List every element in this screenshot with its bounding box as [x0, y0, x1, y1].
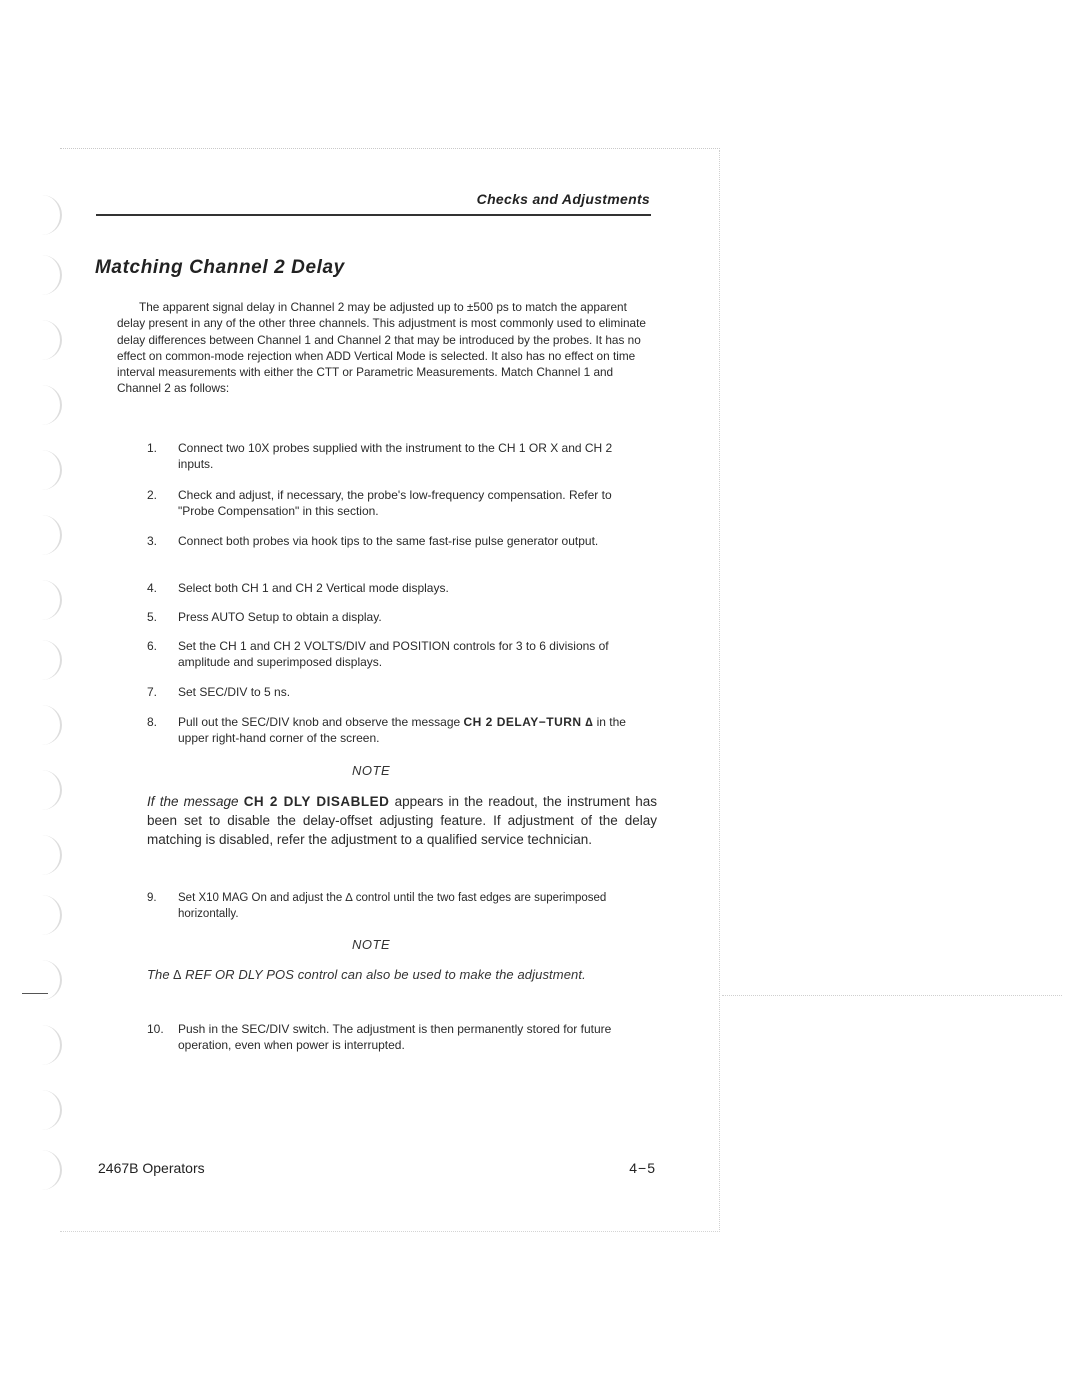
scan-edge-top: [60, 148, 720, 149]
binder-hole: [34, 835, 62, 875]
binder-hole: [34, 705, 62, 745]
step-text: Select both CH 1 and CH 2 Vertical mode displays.: [178, 581, 449, 595]
step-number: 3.: [147, 534, 158, 548]
screen-message: CH 2 DELAY−TURN ∆: [463, 715, 594, 729]
step-text: Press AUTO Setup to obtain a display.: [178, 610, 382, 624]
binder-hole: [34, 255, 62, 295]
step-text: Set SEC/DIV to 5 ns.: [178, 685, 291, 699]
step-text: Push in the SEC/DIV switch. The adjustment is then permanently stored for future operation, even when power is interrupted.: [178, 1022, 612, 1052]
binder-hole: [34, 450, 62, 490]
note-label: NOTE: [352, 937, 391, 952]
step-number: 4.: [147, 581, 158, 595]
note-text: appears in the readout, the instrument has been set to disable the delay-offset adjusting feature. If adjustment of the delay matching is disabled, refer the adjustment to a qualified service technician.: [147, 794, 657, 847]
note-body: The ∆ REF OR DLY POS control can also be used to make the adjustment.: [147, 967, 586, 982]
note-text-italic: If the message: [147, 794, 239, 809]
step-number: 7.: [147, 685, 158, 699]
binder-hole: [34, 320, 62, 360]
footer-manual-name: 2467B Operators: [98, 1160, 205, 1176]
binder-hole: [34, 515, 62, 555]
step-text: Connect both probes via hook tips to the same fast-rise pulse generator output.: [178, 534, 599, 548]
step-text: Set the CH 1 and CH 2 VOLTS/DIV and POSITION controls for 3 to 6 divisions of amplitude and superimposed displays.: [178, 639, 609, 669]
intro-text: The apparent signal delay in Channel 2 may be adjusted up to ±500 ps to match the apparent delay present in any of the other three channels. This adjustment is most commonly used to eliminate delay differences between Channel 1 and Channel 2 that may be introduced by the probes. It has no effect on common-mode rejection when ADD Vertical Mode is selected. It also has no effect on time interval measurements with either the CTT or Parametric Measurements. Match Channel 1 and Channel 2 as follows:: [117, 300, 646, 396]
readout-message: CH 2 DLY DISABLED: [243, 794, 390, 809]
step-number: 6.: [147, 639, 158, 653]
scan-edge-bottom: [60, 1231, 720, 1232]
binder-hole: [34, 960, 62, 1000]
header-rule: [96, 214, 651, 216]
page-title: Matching Channel 2 Delay: [95, 257, 345, 278]
binder-hole: [34, 195, 62, 235]
step-number: 5.: [147, 610, 158, 624]
step-number: 9.: [147, 892, 157, 904]
binder-hole: [34, 385, 62, 425]
step-text: [178, 714, 648, 746]
step-number: 10.: [147, 1022, 164, 1036]
step-number: 2.: [147, 488, 158, 502]
binder-hole: [34, 580, 62, 620]
step-text: Connect two 10X probes supplied with the instrument to the CH 1 OR X and CH 2 inputs.: [178, 441, 613, 471]
step-text-part: Pull out the SEC/DIV knob and observe the message: [178, 715, 461, 729]
scan-edge-right: [719, 150, 720, 1230]
binder-hole: [34, 770, 62, 810]
binder-hole: [34, 895, 62, 935]
step-text: Set X10 MAG On and adjust the ∆ control until the two fast edges are superimposed horizontally.: [178, 892, 607, 920]
binder-hole: [34, 1025, 62, 1065]
step-text-part: in the upper right-hand corner of the screen.: [178, 715, 626, 745]
binder-hole: [34, 640, 62, 680]
note-body: [147, 792, 657, 849]
binder-hole: [34, 1150, 62, 1190]
note-label: NOTE: [352, 763, 391, 778]
footer-page-number: 4−5: [629, 1160, 656, 1176]
intro-paragraph: [117, 299, 657, 397]
step-text: Check and adjust, if necessary, the probe's low-frequency compensation. Refer to "Probe Compensation" in this section.: [178, 488, 612, 518]
section-header: Checks and Adjustments: [476, 191, 650, 207]
scan-edge-mid: [722, 995, 1062, 996]
step-number: 1.: [147, 441, 158, 455]
step-number: 8.: [147, 715, 158, 729]
binder-hole: [34, 1090, 62, 1130]
